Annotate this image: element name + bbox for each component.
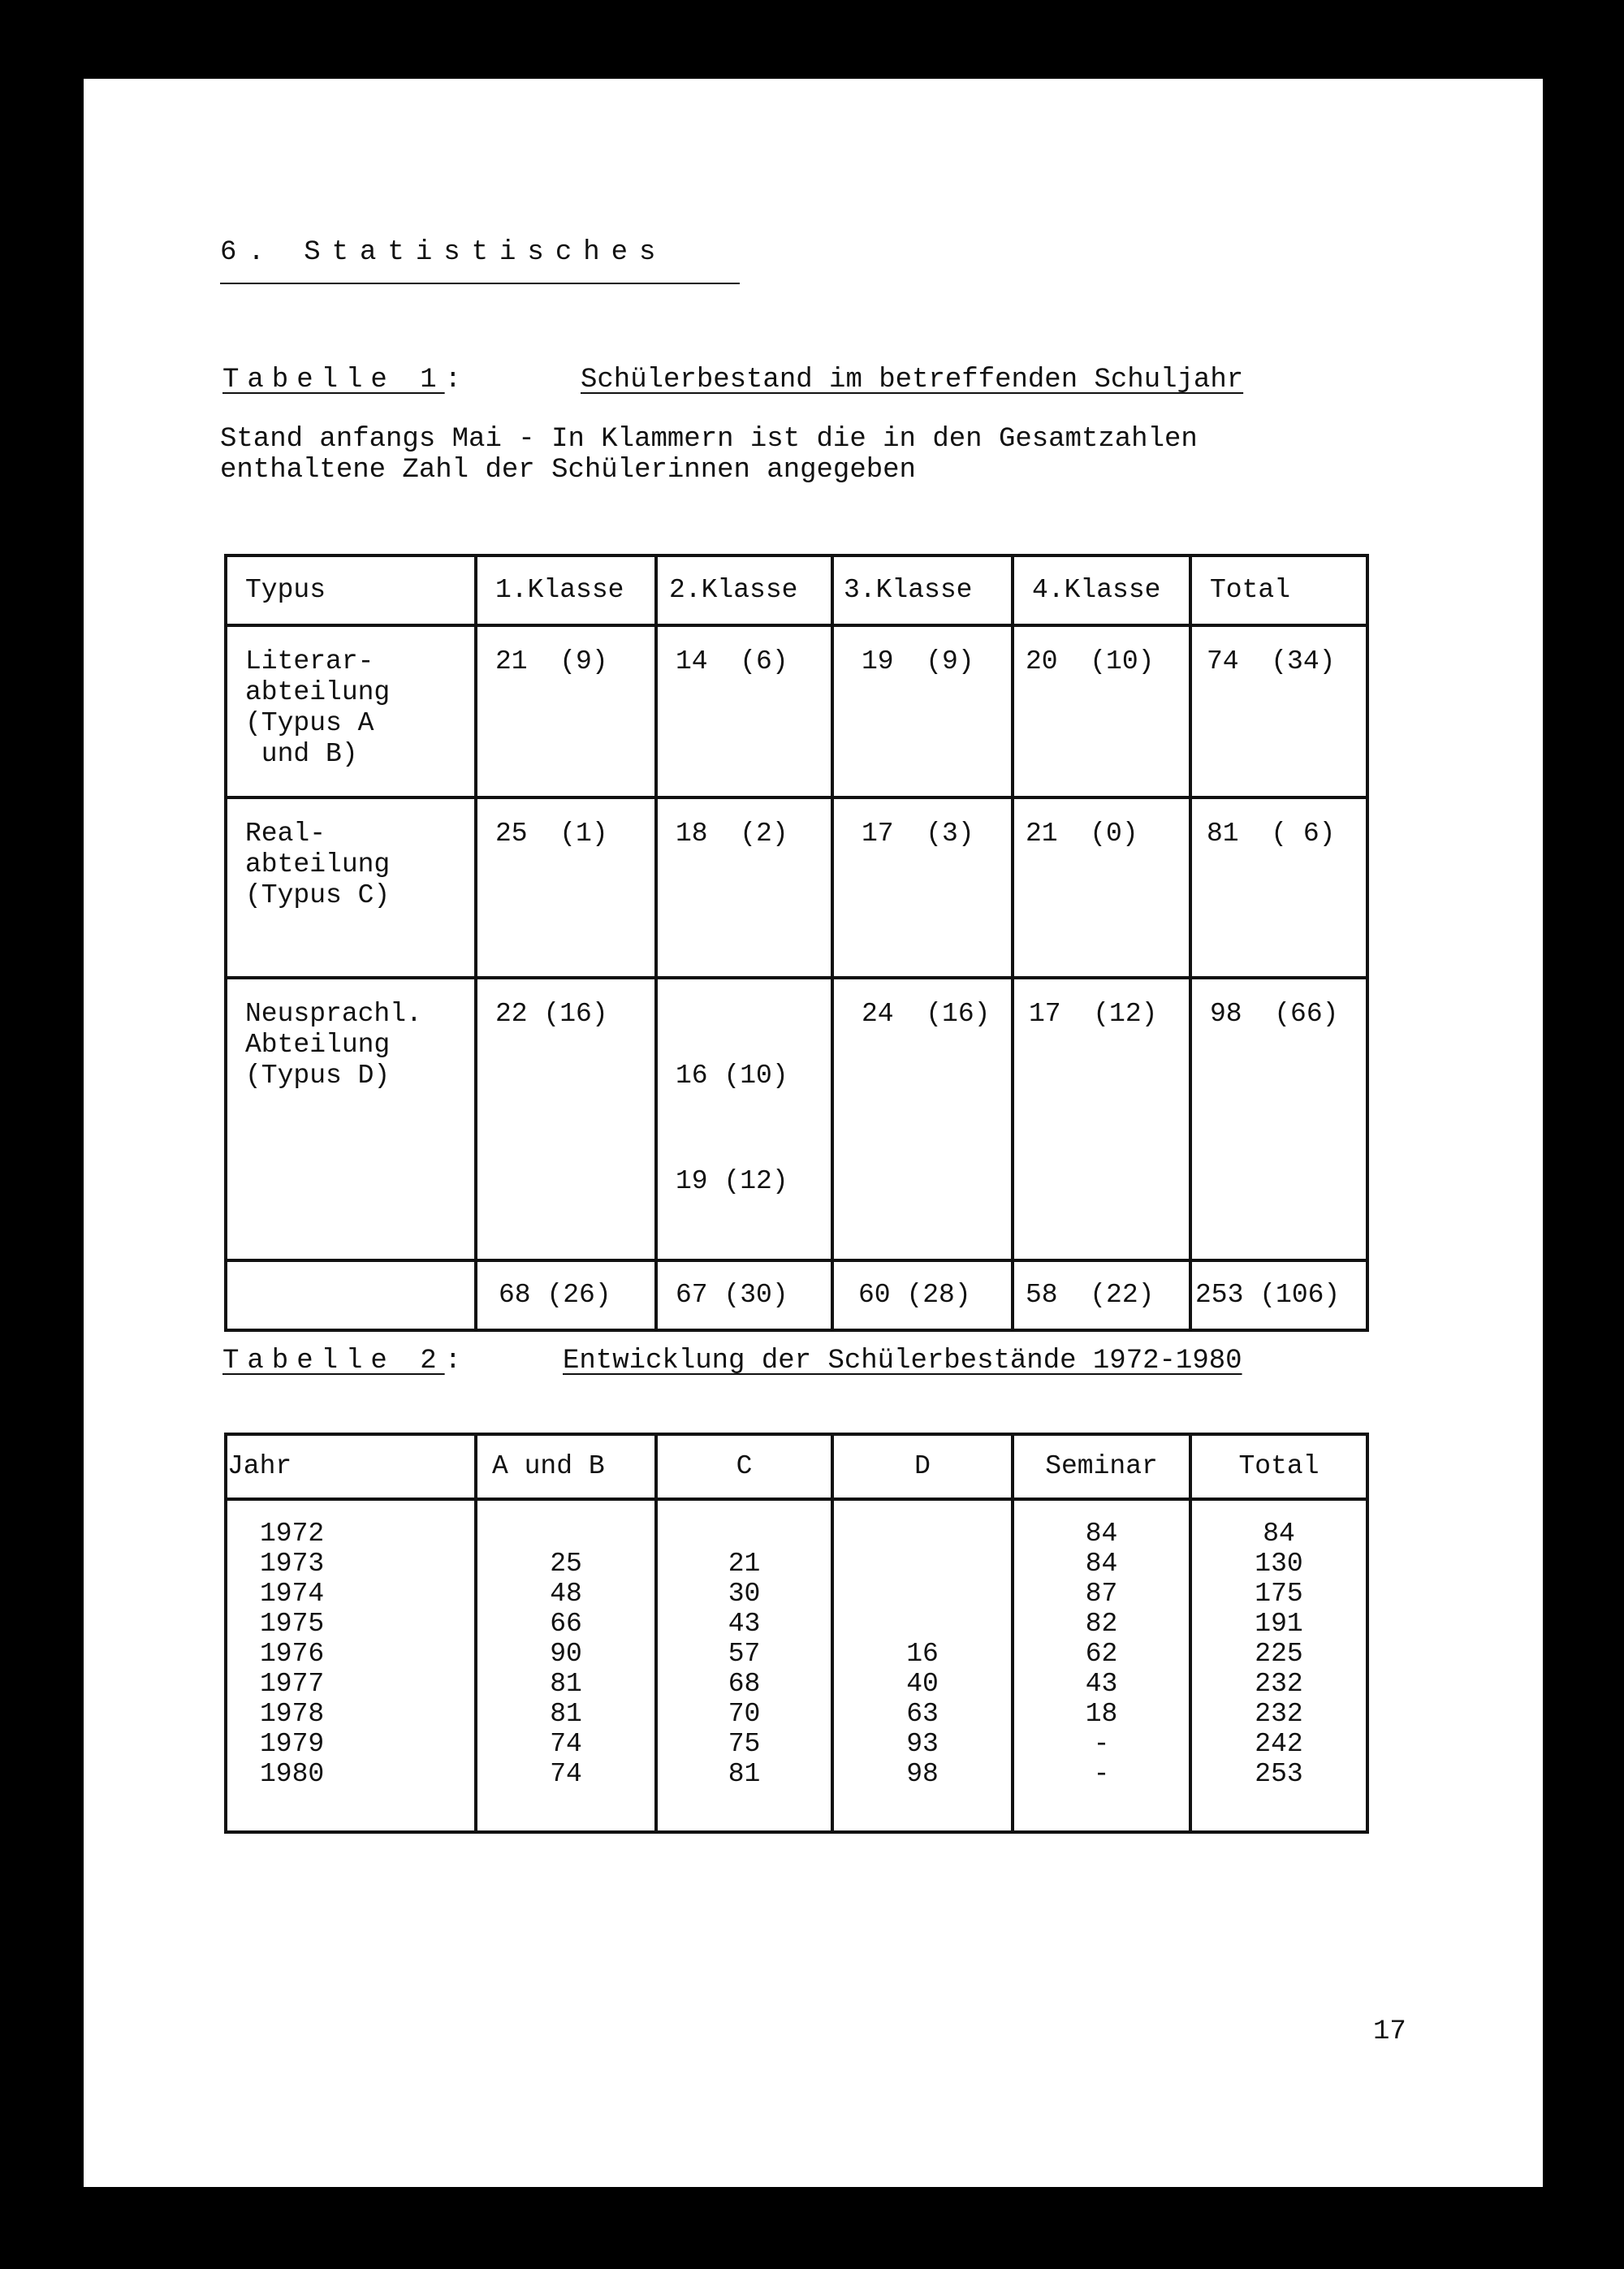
table2-seminar-cell: 62 bbox=[1085, 1639, 1118, 1669]
header-cell: A und B bbox=[476, 1434, 656, 1499]
table-cell: 14 (6) bbox=[656, 625, 832, 797]
table-cell: 17 (12) bbox=[1013, 978, 1190, 1260]
row-label: Real- abteilung (Typus C) bbox=[226, 797, 476, 978]
table2-d-cell bbox=[835, 1549, 1010, 1579]
table2-c-cell: 81 bbox=[728, 1759, 761, 1789]
table1 bbox=[224, 554, 1369, 1332]
table2-seminar-cell: 84 bbox=[1085, 1549, 1118, 1579]
row-label: Literar- abteilung (Typus A und B) bbox=[226, 625, 476, 797]
table2-ab-cell: 25 bbox=[550, 1549, 582, 1579]
table2-jahr-cell: 1972 bbox=[260, 1519, 325, 1549]
table1-note-line1: Stand anfangs Mai - In Klammern ist die in den Gesamtzahlen bbox=[220, 424, 1198, 455]
table2-jahr-cell: 1980 bbox=[260, 1759, 325, 1789]
table2-jahr-cell: 1979 bbox=[260, 1729, 325, 1759]
page-number: 17 bbox=[1373, 2016, 1406, 2047]
table-body-row bbox=[226, 1499, 1367, 1832]
table2-seminar-cell: - bbox=[1093, 1729, 1110, 1759]
table2-ab-cell: 74 bbox=[550, 1729, 582, 1759]
table-cell: 74 (34) bbox=[1190, 625, 1367, 797]
table1-label: Tabelle 1: bbox=[222, 365, 470, 395]
table2-c-cell bbox=[659, 1519, 830, 1549]
table2-seminar-cell: 84 bbox=[1085, 1519, 1118, 1549]
seminar-column bbox=[1013, 1499, 1190, 1832]
section-heading-rule bbox=[220, 283, 740, 284]
table2-ab-cell: 81 bbox=[550, 1669, 582, 1699]
table2-d-cell: 93 bbox=[906, 1729, 939, 1759]
table2-ab-cell: 48 bbox=[550, 1579, 582, 1609]
table-total-row bbox=[226, 1260, 1367, 1330]
total-cell: 58 (22) bbox=[1013, 1260, 1190, 1330]
table2-d-cell bbox=[835, 1519, 1010, 1549]
table2-c-cell: 68 bbox=[728, 1669, 761, 1699]
d-column bbox=[832, 1499, 1013, 1832]
table2-c-cell: 21 bbox=[728, 1549, 761, 1579]
header-cell: Jahr bbox=[226, 1434, 476, 1499]
table2-total-cell: 191 bbox=[1255, 1609, 1303, 1639]
cell-line: 16 (10) bbox=[676, 1061, 788, 1091]
table2-total-cell: 242 bbox=[1255, 1729, 1303, 1759]
total-cell: 67 (30) bbox=[656, 1260, 832, 1330]
table-row bbox=[226, 978, 1367, 1260]
table-cell: 19 (9) bbox=[832, 625, 1013, 797]
table-cell: 98 (66) bbox=[1190, 978, 1367, 1260]
table2-jahr-cell: 1976 bbox=[260, 1639, 325, 1669]
table2-total-cell: 175 bbox=[1255, 1579, 1303, 1609]
table-cell: 25 (1) bbox=[476, 797, 656, 978]
table2-total-cell: 130 bbox=[1255, 1549, 1303, 1579]
table2-d-cell bbox=[835, 1579, 1010, 1609]
header-cell: C bbox=[656, 1434, 832, 1499]
table-cell: 22 (16) bbox=[476, 978, 656, 1260]
table2-seminar-cell: 82 bbox=[1085, 1609, 1118, 1639]
row-label: Neusprachl. Abteilung (Typus D) bbox=[226, 978, 476, 1260]
table2-total-cell: 84 bbox=[1263, 1519, 1295, 1549]
document-page bbox=[84, 79, 1543, 2187]
table2-jahr-cell: 1975 bbox=[260, 1609, 325, 1639]
header-cell: 3.Klasse bbox=[832, 555, 1013, 625]
table2 bbox=[224, 1433, 1369, 1834]
header-cell: Typus bbox=[226, 555, 476, 625]
table2-total-cell: 253 bbox=[1255, 1759, 1303, 1789]
table-cell: 21 (0) bbox=[1013, 797, 1190, 978]
table2-title: Entwicklung der Schülerbestände 1972-1980 bbox=[563, 1346, 1242, 1377]
table2-d-cell: 16 bbox=[906, 1639, 939, 1669]
table2-d-cell: 98 bbox=[906, 1759, 939, 1789]
table2-ab-cell: 81 bbox=[550, 1699, 582, 1729]
table-row bbox=[226, 797, 1367, 978]
c-column bbox=[656, 1499, 832, 1832]
table2-ab-cell: 74 bbox=[550, 1759, 582, 1789]
header-cell: Seminar bbox=[1013, 1434, 1190, 1499]
header-cell: 1.Klasse bbox=[476, 555, 656, 625]
table-cell: 81 ( 6) bbox=[1190, 797, 1367, 978]
table2-c-cell: 75 bbox=[728, 1729, 761, 1759]
table-cell: 21 (9) bbox=[476, 625, 656, 797]
total-cell: 253 (106) bbox=[1190, 1260, 1367, 1330]
table2-seminar-cell: 18 bbox=[1085, 1699, 1118, 1729]
year-column bbox=[226, 1499, 476, 1832]
table2-d-cell bbox=[835, 1609, 1010, 1639]
table1-note-line2: enthaltene Zahl der Schülerinnen angegeben bbox=[220, 455, 916, 486]
table-header-row bbox=[226, 555, 1367, 625]
table2-ab-cell: 66 bbox=[550, 1609, 582, 1639]
table2-seminar-cell: - bbox=[1093, 1759, 1110, 1789]
table2-label: Tabelle 2: bbox=[222, 1346, 470, 1377]
table2-d-cell: 40 bbox=[906, 1669, 939, 1699]
table2-c-cell: 70 bbox=[728, 1699, 761, 1729]
table-cell: 24 (16) bbox=[832, 978, 1013, 1260]
total-label bbox=[226, 1260, 476, 1330]
table2-ab-cell: 90 bbox=[550, 1639, 582, 1669]
table-cell: 18 (2) bbox=[656, 797, 832, 978]
section-heading: 6. Statistisches bbox=[220, 237, 667, 268]
table2-c-cell: 30 bbox=[728, 1579, 761, 1609]
a-und-b-column bbox=[476, 1499, 656, 1832]
table-cell bbox=[656, 978, 832, 1260]
total-cell: 68 (26) bbox=[476, 1260, 656, 1330]
table2-jahr-cell: 1978 bbox=[260, 1699, 325, 1729]
table2-d-cell: 63 bbox=[906, 1699, 939, 1729]
table1-title: Schülerbestand im betreffenden Schuljahr bbox=[581, 365, 1244, 395]
cell-line: 19 (12) bbox=[676, 1166, 788, 1196]
header-cell: Total bbox=[1190, 1434, 1367, 1499]
table2-seminar-cell: 43 bbox=[1085, 1669, 1118, 1699]
header-cell: D bbox=[832, 1434, 1013, 1499]
total-cell: 60 (28) bbox=[832, 1260, 1013, 1330]
table2-ab-cell bbox=[478, 1519, 654, 1549]
header-cell: 4.Klasse bbox=[1013, 555, 1190, 625]
total-column bbox=[1190, 1499, 1367, 1832]
table2-seminar-cell: 87 bbox=[1085, 1579, 1118, 1609]
table2-total-cell: 232 bbox=[1255, 1669, 1303, 1699]
table2-total-cell: 225 bbox=[1255, 1639, 1303, 1669]
table-header-row bbox=[226, 1434, 1367, 1499]
table2-c-cell: 43 bbox=[728, 1609, 761, 1639]
table2-jahr-cell: 1973 bbox=[260, 1549, 325, 1579]
table2-jahr-cell: 1977 bbox=[260, 1669, 325, 1699]
header-cell: 2.Klasse bbox=[656, 555, 832, 625]
table-cell: 17 (3) bbox=[832, 797, 1013, 978]
table2-total-cell: 232 bbox=[1255, 1699, 1303, 1729]
table2-jahr-cell: 1974 bbox=[260, 1579, 325, 1609]
table-cell: 20 (10) bbox=[1013, 625, 1190, 797]
table2-c-cell: 57 bbox=[728, 1639, 761, 1669]
table-row bbox=[226, 625, 1367, 797]
header-cell: Total bbox=[1190, 555, 1367, 625]
